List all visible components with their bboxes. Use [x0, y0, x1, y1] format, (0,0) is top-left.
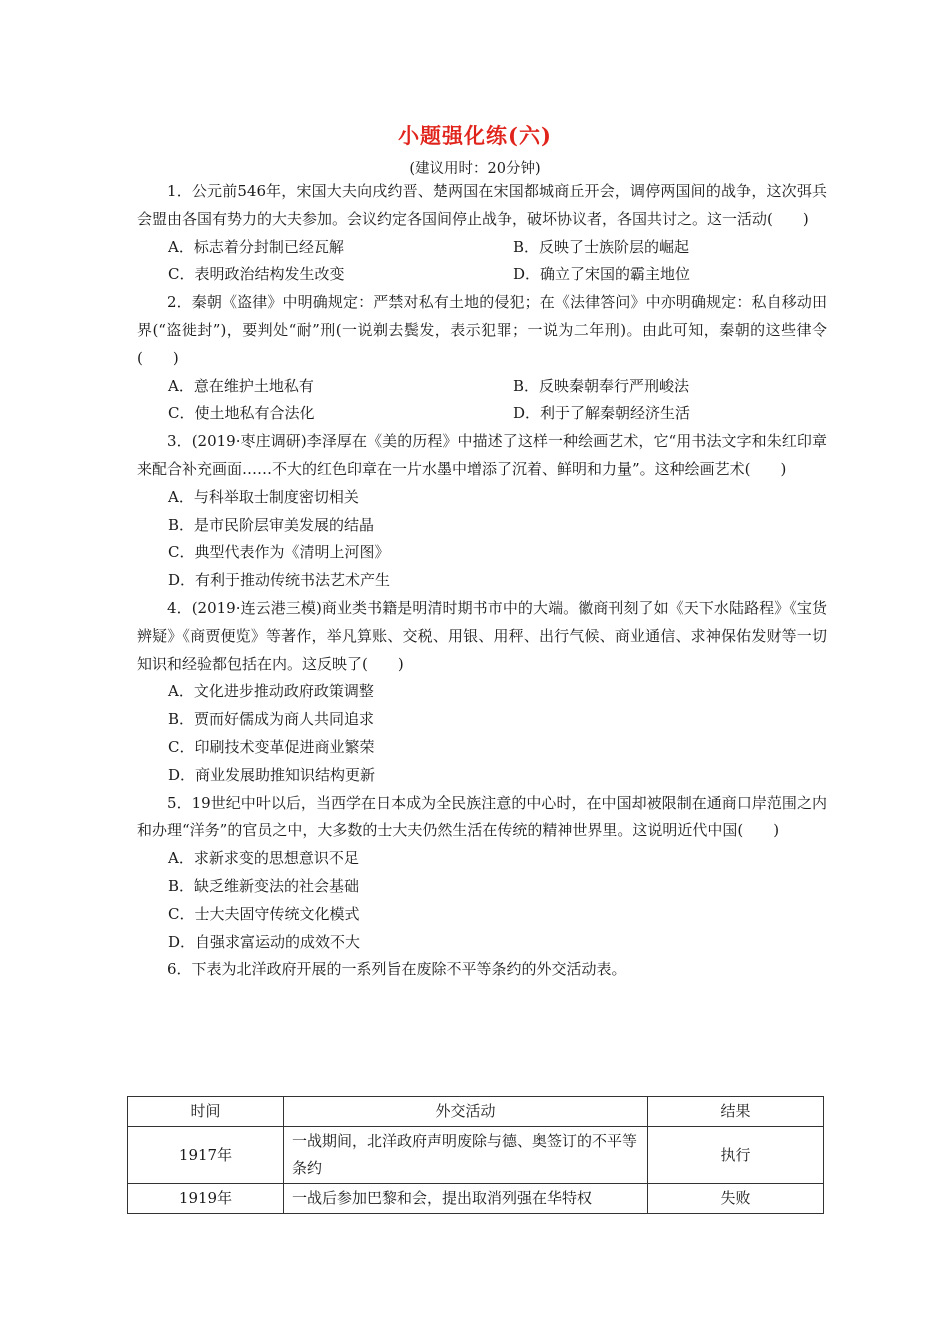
option-c: C．典型代表作为《清明上河图》 [168, 543, 390, 562]
option-b: B．缺乏维新变法的社会基础 [168, 876, 360, 895]
question-1 [137, 178, 827, 289]
question-stem: 5．19世纪中叶以后，当西学在日本成为全民族注意的中心时，在中国却被限制在通商口岸范围之内和办理“洋务”的官员之中，大多数的士大夫仍然生活在传统的精神世界里。这说明近代中国( ) [137, 793, 827, 840]
cell-result: 执行 [648, 1127, 824, 1184]
table-row [128, 1127, 824, 1184]
option-b: B．反映了士族阶层的崛起 [513, 237, 690, 256]
option-b: B．反映秦朝奉行严刑峻法 [513, 376, 690, 395]
question-5 [137, 790, 827, 957]
column-header-result: 结果 [648, 1097, 824, 1127]
question-stem: 1．公元前546年，宋国大夫向戌约晋、楚两国在宋国都城商丘开会，调停两国间的战争，这次弭兵会盟由各国有势力的大夫参加。会议约定各国间停止战争，破坏协议者，各国共讨之。这一活动( ) [137, 182, 827, 228]
question-2 [137, 289, 827, 428]
option-a: A．与科举取士制度密切相关 [168, 487, 359, 506]
question-stem: 2．秦朝《盗律》中明确规定：严禁对私有土地的侵犯；在《法律答问》中亦明确规定：私自移动田界(“盗徙封”)，要判处“耐”刑(一说剃去鬓发，表示犯罪；一说为二年刑)。由此可知，秦朝的这些律令( ) [137, 293, 827, 367]
option-d: D．确立了宋国的霸主地位 [513, 265, 691, 284]
option-c: C．表明政治结构发生改变 [168, 265, 345, 284]
option-b: B．贾而好儒成为商人共同追求 [168, 710, 375, 729]
option-c: C．印刷技术变革促进商业繁荣 [168, 737, 375, 756]
question-3 [137, 428, 827, 595]
cell-result: 失败 [648, 1184, 824, 1214]
option-d: D．利于了解秦朝经济生活 [513, 404, 691, 423]
option-b: B．是市民阶层审美发展的结晶 [168, 515, 375, 534]
option-d: D．有利于推动传统书法艺术产生 [168, 571, 391, 590]
diplomacy-table [127, 1096, 824, 1214]
option-a: A．意在维护土地私有 [168, 376, 314, 395]
option-c: C．士大夫固守传统文化模式 [168, 904, 360, 923]
question-stem: 6．下表为北洋政府开展的一系列旨在废除不平等条约的外交活动表。 [167, 960, 627, 979]
table-header-row [128, 1097, 824, 1127]
question-list [137, 178, 827, 984]
option-a: A．文化进步推动政府政策调整 [168, 682, 374, 701]
option-a: A．求新求变的思想意识不足 [168, 849, 359, 868]
page-title: 小题强化练(六) [398, 123, 552, 148]
cell-time: 1919年 [128, 1184, 284, 1214]
column-header-time: 时间 [128, 1097, 284, 1127]
cell-time: 1917年 [128, 1127, 284, 1184]
option-a: A．标志着分封制已经瓦解 [168, 237, 344, 256]
column-header-activity: 外交活动 [284, 1097, 648, 1127]
cell-activity: 一战期间，北洋政府声明废除与德、奥签订的不平等条约 [284, 1127, 648, 1184]
page-subtitle: (建议用时：20分钟) [409, 161, 541, 177]
question-6 [137, 956, 827, 984]
option-d: D．商业发展助推知识结构更新 [168, 765, 376, 784]
question-stem: 4．(2019·连云港三模)商业类书籍是明清时期书市中的大端。徽商刊刻了如《天下水陆路程》《宝货辨疑》《商贾便览》等著作，举凡算账、交税、用银、用秤、出行气候、商业通信、求神保佑发财等一切知识和经验都包括在内。这反映了( ) [137, 598, 827, 673]
option-d: D．自强求富运动的成效不大 [168, 932, 361, 951]
question-4 [137, 595, 827, 790]
cell-activity: 一战后参加巴黎和会，提出取消列强在华特权 [284, 1184, 648, 1214]
question-stem: 3．(2019·枣庄调研)李泽厚在《美的历程》中描述了这样一种绘画艺术，它“用书法文字和朱红印章来配合补充画面……不大的红色印章在一片水墨中增添了沉着、鲜明和力量”。这种绘画艺术( ) [137, 432, 827, 478]
table-row [128, 1184, 824, 1214]
option-c: C．使土地私有合法化 [168, 404, 315, 423]
